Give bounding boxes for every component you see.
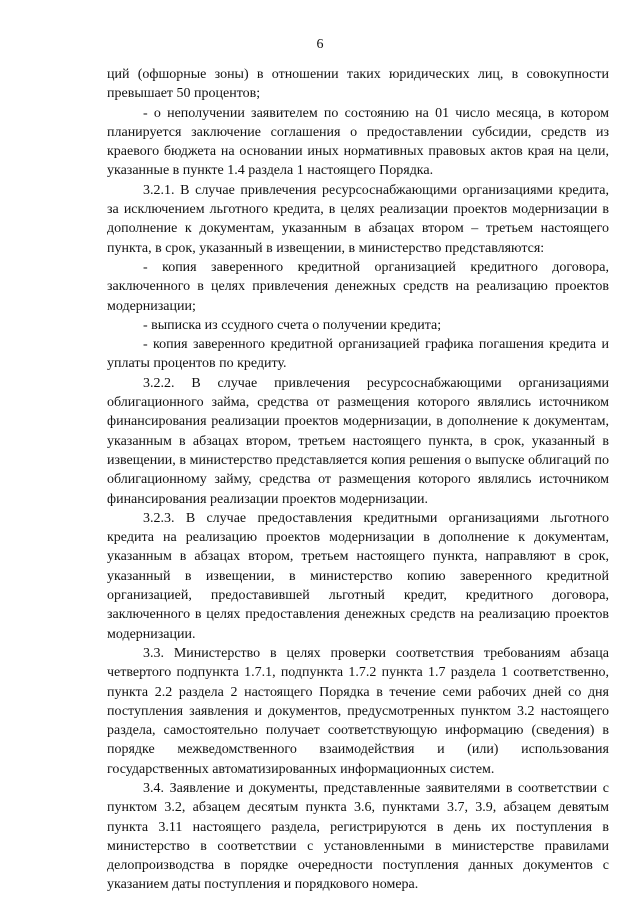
- list-item-subsidy-condition: - о неполучении заявителем по состоянию на 01 число месяца, в котором планируется заключение соглашения о предоставлении субсидии, средств из краевого бюджета на основании иных нормативных правовых актов края на цели, указанные в пункте 1.4 раздела 1 настоящего Порядка.: [107, 105, 609, 179]
- paragraph-continuation: ций (офшорные зоны) в отношении таких юридических лиц, в совокупности превышает 50 процентов;: [107, 67, 609, 102]
- paragraph-3-2-2: 3.2.2. В случае привлечения ресурсоснабжающими организациями облигационного займа, средства от размещения которого являлись источником финансирования реализации проектов модернизации, в дополнение к документам, указанным в абзацах втором, третьем настоящего пункта, в срок, указанный в извещении, в министерство представляется копия решения о выпуске облигаций по облигационному займу, средства от размещения которого являлись источником финансирования реализации проектов модернизации.: [107, 375, 609, 507]
- paragraph-3-4: 3.4. Заявление и документы, представленные заявителями в соответствии с пунктом 3.2, абзацем десятым пункта 3.6, пунктами 3.7, 3.9, абзацем девятым пункта 3.11 настоящего раздела, регистрируются в день их поступления в министерство в соответствии с установленными в министерстве правилами делопроизводства в порядке очередности поступления данных документов с указанием даты поступления и порядкового номера.: [107, 780, 609, 893]
- paragraph-3-2-1: 3.2.1. В случае привлечения ресурсоснабжающими организациями кредита, за исключением льготного кредита, в целях реализации проектов модернизации в дополнение к документам, указанным в абзацах втором – третьем настоящего пункта, в срок, указанный в извещении, в министерство представляются:: [107, 182, 609, 256]
- paragraph-3-2-3: 3.2.3. В случае предоставления кредитными организациями льготного кредита на реализацию проектов модернизации в дополнение к документам, указанным в абзацах втором, третьем настоящего пункта, направляют в срок, указанный в извещении, в министерство копию заверенного кредитной организацией, предоставившей льготный кредит, кредитного договора, заключенного в целях предоставления денежных средств на реализацию проектов модернизации.: [107, 510, 609, 642]
- list-item-loan-account-statement: - выписка из ссудного счета о получении кредита;: [143, 317, 442, 333]
- paragraph-3-3: 3.3. Министерство в целях проверки соответствия требованиям абзаца четвертого подпункта 1.7.1, подпункта 1.7.2 пункта 1.7 раздела 1 соответственно, пункта 2.2 раздела 2 настоящего Порядка в течение семи рабочих дней со дня поступления заявления и документов, предусмотренных пунктом 3.2 настоящего раздела, самостоятельно получает соответствующую информацию (сведения) в порядке межведомственного взаимодействия и (или) использования государственных автоматизированных информационных систем.: [107, 645, 609, 777]
- document-body: [107, 65, 609, 895]
- list-item-repayment-schedule-copy: - копия заверенного кредитной организацией графика погашения кредита и уплаты процентов по кредиту.: [107, 337, 609, 372]
- list-item-credit-agreement-copy: - копия заверенного кредитной организацией кредитного договора, заключенного в целях привлечения денежных средств на реализацию проектов модернизации;: [107, 259, 609, 314]
- page-number: 6: [316, 37, 324, 52]
